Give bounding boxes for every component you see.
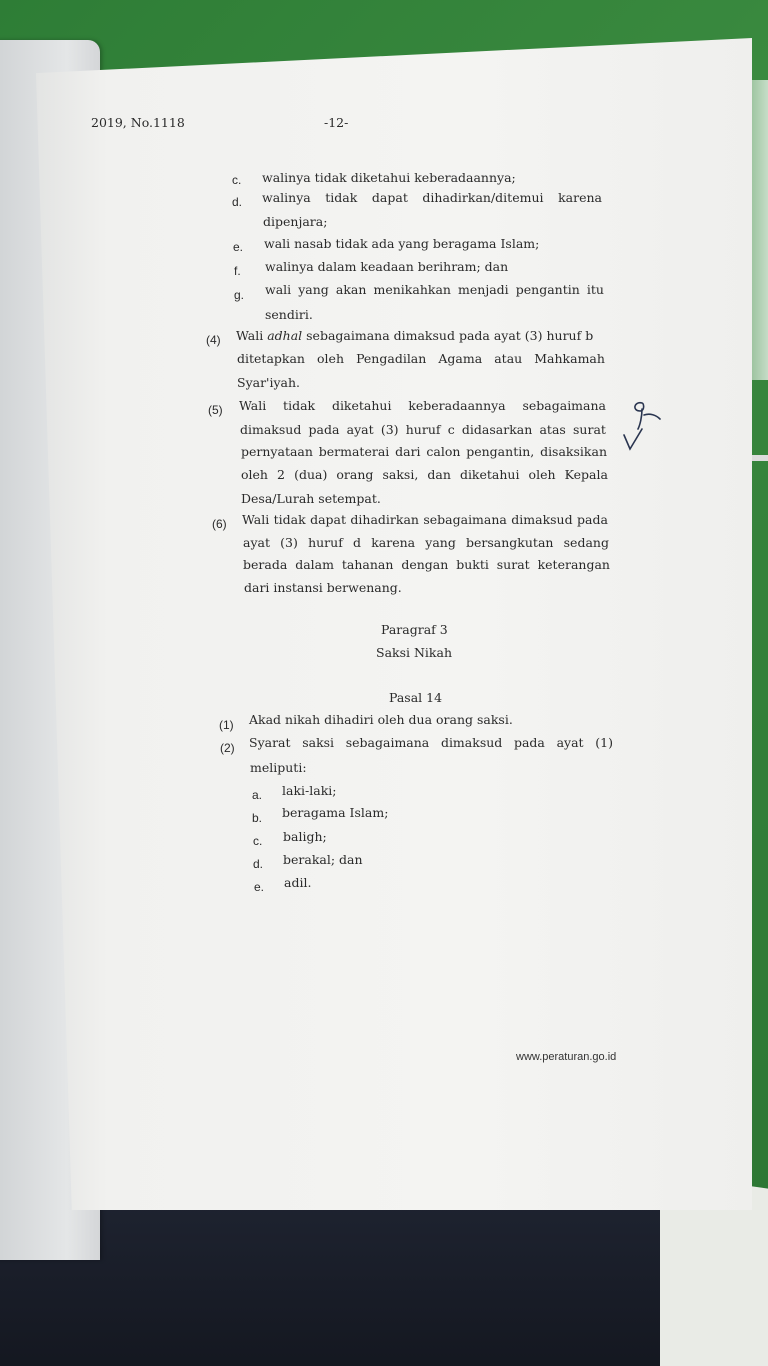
word: bermaterai	[318, 444, 390, 459]
paragraf-heading: Paragraf 3	[381, 622, 448, 637]
word: itu	[586, 282, 604, 297]
list-item-continuation: dipenjara;	[263, 214, 328, 229]
word: (3)	[380, 422, 399, 437]
paragraph-line	[241, 469, 608, 482]
word: ayat	[346, 422, 374, 437]
word: dihadirkan/ditemui	[422, 190, 544, 205]
word: didasarkan	[461, 422, 533, 437]
word: Mahkamah	[534, 351, 605, 366]
paragraph-line	[243, 537, 609, 550]
word: pengantin	[515, 282, 580, 297]
word: karena	[558, 190, 602, 205]
doc-reference: 2019, No.1118	[91, 115, 185, 130]
paragraph-line: Akad nikah dihadiri oleh dua orang saksi.	[249, 712, 513, 727]
word: keterangan	[537, 557, 610, 572]
list-item-line	[265, 284, 604, 297]
word: saksi	[302, 735, 335, 750]
section-title: Saksi Nikah	[376, 645, 452, 660]
word: calon	[426, 444, 461, 459]
paragraph-line	[240, 424, 606, 437]
word: (1)	[595, 735, 613, 750]
paragraph-line	[241, 446, 607, 459]
list-item: baligh;	[283, 829, 327, 844]
list-marker: a.	[252, 788, 263, 802]
paragraph-marker: (6)	[212, 517, 227, 531]
word: pengantin,	[466, 444, 535, 459]
word: (dua)	[294, 467, 328, 482]
word: diketahui	[459, 467, 520, 482]
word: sedang	[563, 535, 609, 550]
list-item: berakal; dan	[283, 852, 363, 867]
word: dimaksud	[240, 422, 302, 437]
word: yang	[425, 535, 456, 550]
list-marker: c.	[253, 834, 263, 848]
word: dari	[395, 444, 421, 459]
word: bukti	[456, 557, 489, 572]
word: Kepala	[564, 467, 608, 482]
paragraph-line	[237, 353, 605, 366]
list-item: adil.	[284, 875, 312, 890]
word: pada	[577, 512, 608, 527]
word: Agama	[438, 351, 483, 366]
word: dalam	[295, 557, 334, 572]
list-item: walinya tidak diketahui keberadaannya;	[262, 170, 516, 185]
paragraph-line: Syar'iyah.	[237, 375, 301, 390]
word: surat	[573, 422, 606, 437]
word: tahanan	[341, 557, 394, 572]
page-number: -12-	[324, 115, 349, 130]
list-marker: d.	[253, 857, 264, 871]
word: tidak	[325, 190, 358, 205]
word: c	[447, 422, 455, 437]
word: dihadirkan	[350, 512, 419, 527]
word: saksi,	[382, 467, 419, 482]
paragraph-marker: (1)	[219, 718, 234, 732]
word: akan	[335, 282, 367, 297]
word: wali	[265, 282, 292, 297]
word: pada	[308, 422, 340, 437]
paragraph-line: Desa/Lurah setempat.	[241, 491, 381, 506]
paragraph-line	[236, 330, 593, 343]
word: sebagaimana	[345, 735, 430, 750]
list-marker: g.	[234, 288, 245, 302]
word: menikahkan	[373, 282, 451, 297]
word: disaksikan	[540, 444, 607, 459]
word: berada	[243, 557, 288, 572]
word: dimaksud	[511, 512, 573, 527]
list-item: wali nasab tidak ada yang beragama Islam;	[264, 236, 540, 251]
word: huruf	[308, 535, 343, 550]
word: ayat	[556, 735, 584, 750]
word: (3)	[280, 535, 298, 550]
word: atas	[539, 422, 566, 437]
paragraph-marker: (4)	[206, 333, 221, 347]
paragraph-line: meliputi:	[250, 760, 307, 775]
word: dapat	[371, 190, 408, 205]
paragraph-line	[243, 559, 610, 572]
word: dengan	[401, 557, 449, 572]
italic-term: adhal	[267, 328, 303, 343]
word: karena	[371, 535, 416, 550]
word: tidak	[273, 512, 306, 527]
list-marker: f.	[234, 264, 241, 278]
word: walinya	[262, 190, 311, 205]
text-span: Wali	[236, 328, 268, 343]
paragraph-line	[242, 514, 608, 527]
word: oleh	[241, 467, 268, 482]
word: Wali	[239, 398, 267, 413]
paragraph-line	[249, 737, 613, 750]
footer-url: www.peraturan.go.id	[516, 1051, 617, 1063]
word: bersangkutan	[466, 535, 554, 550]
word: dapat	[310, 512, 346, 527]
list-marker: c.	[232, 173, 242, 187]
list-marker: d.	[232, 195, 243, 209]
word: Pengadilan	[356, 351, 427, 366]
list-marker: e.	[254, 880, 265, 894]
paragraph-line	[239, 400, 606, 413]
list-marker: b.	[252, 811, 263, 825]
list-item: laki-laki;	[282, 783, 337, 798]
word: atau	[494, 351, 523, 366]
word: keberadaannya	[408, 398, 506, 413]
word: tidak	[283, 398, 316, 413]
word: oleh	[317, 351, 345, 366]
word: sebagaimana	[423, 512, 507, 527]
word: sebagaimana	[522, 398, 606, 413]
word: ditetapkan	[237, 351, 305, 366]
list-item-continuation: sendiri.	[265, 307, 313, 322]
word: surat	[496, 557, 530, 572]
text-span: sebagaimana dimaksud pada ayat (3) huruf b	[302, 328, 594, 343]
list-item-line	[262, 192, 602, 205]
list-marker: e.	[233, 240, 244, 254]
word: yang	[298, 282, 329, 297]
word: Syarat	[249, 735, 291, 750]
paragraph-marker: (2)	[220, 741, 235, 755]
word: 2	[277, 467, 285, 482]
handwritten-initial-mark	[620, 395, 670, 455]
list-item: walinya dalam keadaan berihram; dan	[265, 259, 509, 274]
paragraph-marker: (5)	[208, 403, 223, 417]
list-item: beragama Islam;	[282, 805, 389, 820]
word: diketahui	[331, 398, 392, 413]
pasal-heading: Pasal 14	[389, 690, 443, 705]
word: Wali	[242, 512, 270, 527]
word: pada	[513, 735, 545, 750]
word: dan	[427, 467, 451, 482]
word: dimaksud	[440, 735, 503, 750]
word: pernyataan	[241, 444, 313, 459]
word: huruf	[405, 422, 441, 437]
paragraph-line: dari instansi berwenang.	[244, 580, 402, 595]
word: oleh	[528, 467, 556, 482]
word: orang	[336, 467, 374, 482]
word: menjadi	[458, 282, 509, 297]
word: ayat	[243, 535, 270, 550]
word: d	[353, 535, 362, 550]
